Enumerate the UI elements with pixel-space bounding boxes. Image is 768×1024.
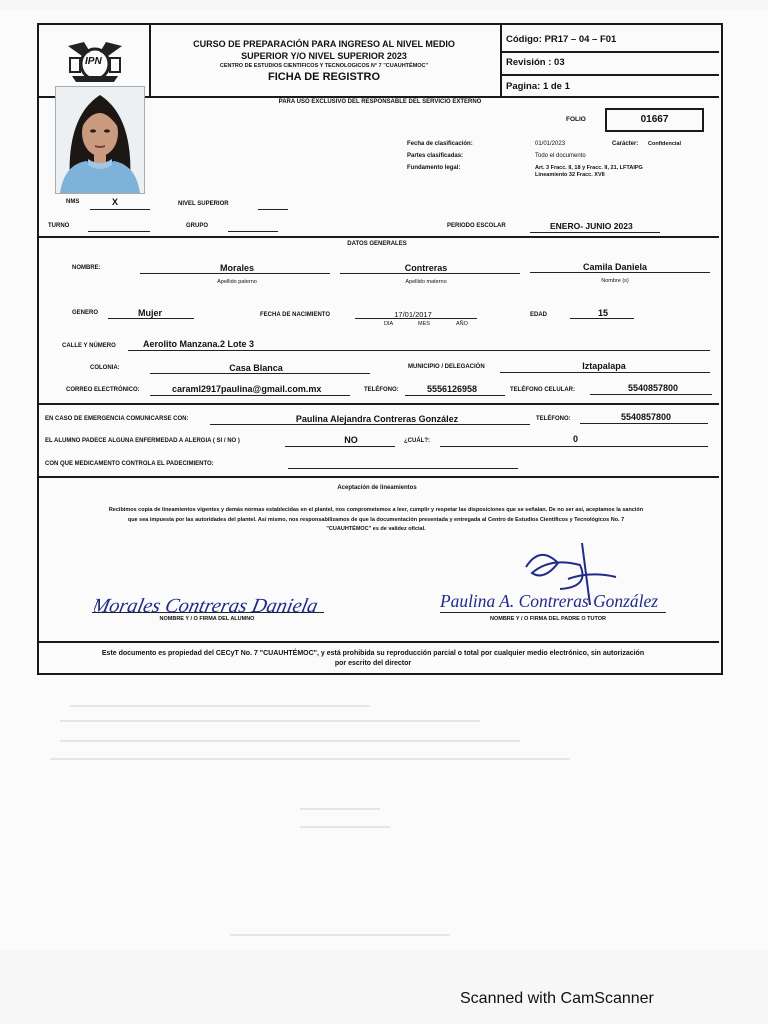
gender-underline bbox=[108, 318, 194, 319]
emergency-phone-label: TELÉFONO: bbox=[536, 416, 571, 422]
bleed-through-line bbox=[300, 808, 380, 810]
student-signature-caption: NOMBRE Y / O FIRMA DEL ALUMNO bbox=[159, 616, 255, 622]
document-code: Código: PR17 – 04 – F01 bbox=[506, 34, 617, 45]
municipality-label: MUNICIPIO / DELEGACIÓN bbox=[408, 364, 485, 370]
year-caption: AÑO bbox=[456, 321, 468, 327]
character-value: Confidencial bbox=[648, 141, 682, 147]
ownership-note-1: Este documento es propiedad del CECyT No. 7 "CUAUHTÉMOC", y está prohibida su reproducción parcial o total por cualquier medio electrónico, sin autorización bbox=[101, 650, 645, 657]
student-signature-line bbox=[92, 612, 324, 613]
phone-value: 5556126958 bbox=[427, 384, 478, 394]
age-value: 15 bbox=[597, 308, 609, 318]
parent-signature-caption: NOMBRE Y / O FIRMA DEL PADRE O TUTOR bbox=[489, 616, 607, 622]
divider bbox=[38, 236, 719, 238]
revision: Revisión : 03 bbox=[506, 57, 565, 68]
svg-text:Morales Contreras Daniela: Morales Contreras Daniela bbox=[94, 595, 317, 617]
legal-basis-label: Fundamento legal: bbox=[407, 165, 461, 171]
day-caption: DIA bbox=[384, 321, 394, 327]
emergency-phone-underline bbox=[580, 423, 708, 424]
nms-label: NMS bbox=[66, 199, 80, 205]
group-label: GRUPO bbox=[186, 223, 209, 229]
bleed-through-line bbox=[60, 720, 480, 722]
emergency-contact-underline bbox=[210, 424, 530, 425]
acceptance-text-1: Recibimos copia de lineamientos vigentes y demás normas establecidas en el plantel, nos comprometemos a leer, cumplir y respetar las disposiciones que se señalan. De no ser así, aceptamos la sanción bbox=[108, 507, 644, 513]
given-names-caption: Nombre (s) bbox=[601, 278, 629, 284]
school-period-label: PERIODO ESCOLAR bbox=[447, 223, 506, 229]
emergency-phone-value: 5540857800 bbox=[621, 412, 672, 422]
allergy-underline bbox=[285, 446, 395, 447]
acceptance-title: Aceptación de lineamientos bbox=[337, 485, 417, 491]
student-photo bbox=[55, 86, 145, 194]
email-underline bbox=[150, 395, 350, 396]
neighborhood-underline bbox=[150, 373, 370, 374]
acceptance-text-2: que sea impuesta por las autoridades del plantel. Así mismo, nos responsabilizamos de que la documentación presentada y entregada al Centro de Estudios Científicos y Tecnológicos No. 7 bbox=[127, 517, 625, 523]
title-line-3: CENTRO DE ESTUDIOS CIENTIFICOS Y TECNOLOGICOS N° 7 "CUAUHTÉMOC" bbox=[219, 63, 429, 69]
maternal-surname: Contreras bbox=[404, 263, 448, 273]
logo-text: IPN bbox=[85, 56, 102, 67]
which-value: 0 bbox=[573, 434, 579, 444]
which-label: ¿CUÁL?: bbox=[404, 438, 430, 444]
paternal-surname: Morales bbox=[219, 263, 255, 273]
legal-basis-value-1: Art. 3 Fracc. II, 18 y Fracc. II, 21, LFTAIPG bbox=[535, 165, 643, 171]
maternal-surname-caption: Apellido materno bbox=[405, 279, 447, 285]
parent-signature-line bbox=[440, 612, 666, 613]
street-underline bbox=[128, 350, 710, 351]
maternal-surname-underline bbox=[340, 273, 520, 274]
classification-date-label: Fecha de clasificación: bbox=[407, 141, 473, 147]
phone-underline bbox=[405, 395, 505, 396]
upper-level-label: NIVEL SUPERIOR bbox=[178, 201, 229, 207]
municipality-value: Iztapalapa bbox=[582, 361, 626, 371]
nms-value: X bbox=[112, 197, 119, 207]
divider bbox=[501, 74, 719, 76]
phone-label: TELÉFONO: bbox=[364, 387, 399, 393]
email-label: CORREO ELECTRÓNICO: bbox=[66, 387, 140, 393]
folio-box bbox=[605, 108, 704, 132]
age-underline bbox=[570, 318, 634, 319]
municipality-underline bbox=[500, 372, 710, 373]
folio-label: FOLIO bbox=[566, 116, 586, 123]
allergy-label: EL ALUMNO PADECE ALGUNA ENFERMEDAD A ALERGIA ( SI / NO ) bbox=[45, 438, 240, 444]
form-title: FICHA DE REGISTRO bbox=[267, 71, 381, 83]
bleed-through-line bbox=[230, 934, 450, 936]
allergy-value: NO bbox=[344, 435, 358, 445]
neighborhood-label: COLONIA: bbox=[90, 365, 120, 371]
folio-value: 01667 bbox=[640, 114, 669, 125]
medication-label: CON QUE MEDICAMENTO CONTROLA EL PADECIMIENTO: bbox=[45, 461, 214, 467]
cellphone-value: 5540857800 bbox=[628, 383, 679, 393]
neighborhood-value: Casa Blanca bbox=[229, 363, 283, 373]
birth-date-value: 17/01/2017 bbox=[394, 310, 432, 319]
divider bbox=[501, 51, 719, 53]
street-value: Aerolito Manzana.2 Lote 3 bbox=[143, 339, 255, 349]
general-data-title: DATOS GENERALES bbox=[347, 241, 407, 247]
shift-underline bbox=[88, 231, 150, 232]
divider bbox=[38, 641, 719, 643]
title-line-1: CURSO DE PREPARACIÓN PARA INGRESO AL NIVEL MEDIO bbox=[193, 39, 455, 49]
age-label: EDAD bbox=[530, 312, 548, 318]
divider bbox=[38, 403, 719, 405]
month-caption: MES bbox=[418, 321, 430, 327]
ipn-logo bbox=[64, 38, 126, 86]
scanner-watermark: Scanned with CamScanner bbox=[460, 990, 654, 1007]
emergency-contact-label: EN CASO DE EMERGENCIA COMUNICARSE CON: bbox=[45, 416, 189, 422]
birth-date-underline bbox=[355, 318, 477, 319]
classification-date-value: 01/01/2023 bbox=[535, 141, 566, 147]
given-names: Camila Daniela bbox=[582, 262, 648, 272]
bleed-through-line bbox=[300, 826, 390, 828]
given-names-underline bbox=[530, 272, 710, 273]
page-number: Pagina: 1 de 1 bbox=[506, 81, 570, 92]
bleed-through-line bbox=[60, 740, 520, 742]
divider bbox=[38, 476, 719, 478]
nms-underline bbox=[90, 209, 150, 210]
ownership-note-2: por escrito del director bbox=[334, 660, 412, 667]
name-label: NOMBRE: bbox=[72, 265, 101, 271]
medication-underline bbox=[288, 468, 518, 469]
classified-parts-value: Todo el documento bbox=[535, 153, 586, 159]
paternal-surname-caption: Apellido paterno bbox=[217, 279, 257, 285]
cellphone-underline bbox=[590, 394, 712, 395]
legal-basis-value-2: Lineamiento 32 Fracc. XVII bbox=[535, 172, 605, 178]
paternal-surname-underline bbox=[140, 273, 330, 274]
upper-level-underline bbox=[258, 209, 288, 210]
parent-signature bbox=[440, 535, 670, 615]
gender-label: GENERO bbox=[72, 310, 99, 316]
emergency-contact-value: Paulina Alejandra Contreras González bbox=[295, 414, 459, 424]
exclusive-use-note: PARA USO EXCLUSIVO DEL RESPONSABLE DEL SERVICIO EXTERNO bbox=[278, 99, 482, 105]
birth-date-label: FECHA DE NACIMIENTO bbox=[260, 312, 331, 318]
street-label: CALLE Y NÚMERO bbox=[62, 343, 116, 349]
bleed-through-line bbox=[50, 758, 570, 760]
school-period-underline bbox=[530, 232, 660, 233]
acceptance-text-3: "CUAUHTÉMOC" es de validez oficial. bbox=[326, 526, 426, 532]
group-underline bbox=[228, 231, 278, 232]
divider bbox=[149, 24, 151, 96]
gender-value: Mujer bbox=[138, 308, 163, 318]
classified-parts-label: Partes clasificadas: bbox=[407, 153, 464, 159]
divider bbox=[500, 24, 502, 96]
cellphone-label: TELÉFONO CELULAR: bbox=[510, 387, 575, 393]
which-underline bbox=[440, 446, 708, 447]
shift-label: TURNO bbox=[48, 223, 70, 229]
school-period-value: ENERO- JUNIO 2023 bbox=[550, 221, 633, 231]
svg-text:Paulina A. Contreras González: Paulina A. Contreras González bbox=[440, 591, 658, 611]
bleed-through-line bbox=[70, 705, 370, 707]
title-line-2: SUPERIOR Y/O NIVEL SUPERIOR 2023 bbox=[241, 51, 407, 61]
character-label: Carácter: bbox=[612, 141, 639, 147]
email-value: caraml2917paulina@gmail.com.mx bbox=[172, 384, 322, 394]
